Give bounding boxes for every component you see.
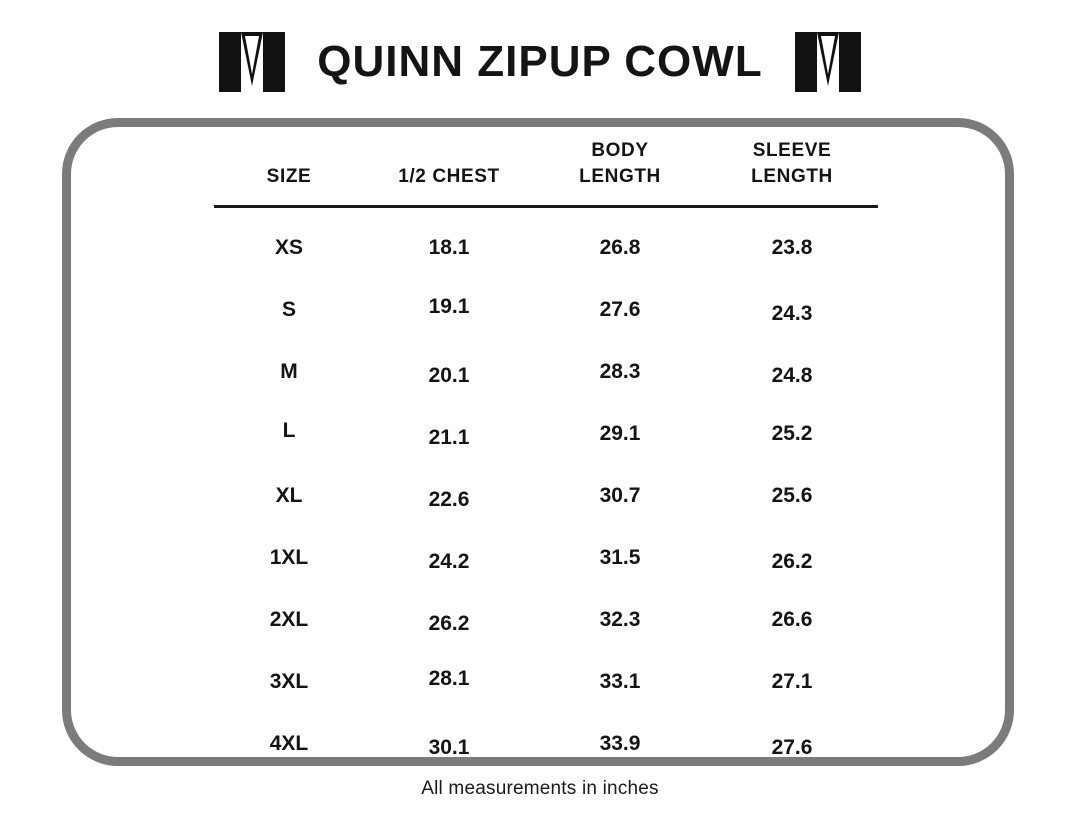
header bbox=[0, 22, 1080, 102]
cell-sleeve-length: 24.8 bbox=[771, 363, 813, 387]
table-row bbox=[214, 650, 878, 712]
cell-half-chest: 18.1 bbox=[428, 235, 470, 259]
column-header-size-line1: SIZE bbox=[266, 165, 312, 187]
column-header-sleeve-length-line2: LENGTH bbox=[751, 165, 833, 187]
table-body bbox=[214, 207, 878, 775]
cell-sleeve-length: 24.3 bbox=[771, 301, 813, 325]
cell-size: XL bbox=[275, 483, 303, 507]
table-row bbox=[214, 340, 878, 402]
column-header-body-length bbox=[534, 134, 706, 207]
size-table bbox=[214, 134, 878, 774]
cell-body-length: 27.6 bbox=[599, 297, 641, 321]
cell-sleeve-length: 27.1 bbox=[771, 669, 813, 693]
cell-half-chest: 30.1 bbox=[428, 735, 470, 759]
cell-half-chest: 20.1 bbox=[428, 363, 470, 387]
cell-body-length: 30.7 bbox=[599, 483, 641, 507]
column-header-body-length-line1: BODY bbox=[591, 140, 649, 161]
cell-body-length: 26.8 bbox=[599, 235, 641, 259]
cell-sleeve-length: 23.8 bbox=[771, 235, 813, 259]
page-title: QUINN ZIPUP COWL bbox=[317, 37, 763, 86]
column-header-sleeve-length-line1: SLEEVE bbox=[752, 140, 832, 161]
table-row bbox=[214, 712, 878, 774]
cell-size: 4XL bbox=[269, 731, 309, 755]
cell-size: S bbox=[281, 297, 296, 321]
cell-body-length: 31.5 bbox=[599, 545, 641, 569]
cell-size: L bbox=[282, 418, 296, 442]
cell-body-length: 33.1 bbox=[599, 669, 641, 693]
cell-sleeve-length: 26.2 bbox=[771, 549, 813, 573]
column-header-body-length-line2: LENGTH bbox=[579, 165, 661, 187]
column-header-size bbox=[214, 134, 364, 207]
column-header-half-chest-line1: 1/2 CHEST bbox=[398, 165, 500, 187]
table-header-row bbox=[214, 134, 878, 207]
cell-size: M bbox=[280, 359, 298, 383]
table-row bbox=[214, 402, 878, 464]
cell-half-chest: 19.1 bbox=[428, 294, 470, 318]
table-row bbox=[214, 588, 878, 650]
cell-half-chest: 26.2 bbox=[428, 611, 470, 635]
cell-body-length: 29.1 bbox=[599, 421, 641, 445]
column-header-sleeve-length bbox=[706, 134, 878, 207]
table-row bbox=[214, 464, 878, 526]
measurement-units-note: All measurements in inches bbox=[421, 778, 659, 799]
cell-half-chest: 21.1 bbox=[428, 425, 470, 449]
cell-half-chest: 24.2 bbox=[428, 549, 470, 573]
cell-size: 1XL bbox=[269, 545, 309, 569]
cell-sleeve-length: 25.2 bbox=[771, 421, 813, 445]
table-row bbox=[214, 207, 878, 279]
cell-body-length: 33.9 bbox=[599, 731, 641, 755]
cell-body-length: 32.3 bbox=[599, 607, 641, 631]
chevron-monogram-logo-icon bbox=[219, 30, 285, 94]
cell-size: 3XL bbox=[269, 669, 309, 693]
cell-half-chest: 28.1 bbox=[428, 666, 470, 690]
column-header-half-chest bbox=[364, 134, 534, 207]
cell-sleeve-length: 26.6 bbox=[771, 607, 813, 631]
cell-half-chest: 22.6 bbox=[428, 487, 470, 511]
cell-size: XS bbox=[274, 235, 303, 259]
cell-body-length: 28.3 bbox=[599, 359, 641, 383]
table-row bbox=[214, 278, 878, 340]
cell-sleeve-length: 27.6 bbox=[771, 735, 813, 759]
chevron-monogram-logo-icon bbox=[795, 30, 861, 94]
table-header bbox=[214, 134, 878, 207]
size-table-container bbox=[214, 134, 878, 774]
table-row bbox=[214, 526, 878, 588]
cell-size: 2XL bbox=[269, 607, 309, 631]
cell-sleeve-length: 25.6 bbox=[771, 483, 813, 507]
